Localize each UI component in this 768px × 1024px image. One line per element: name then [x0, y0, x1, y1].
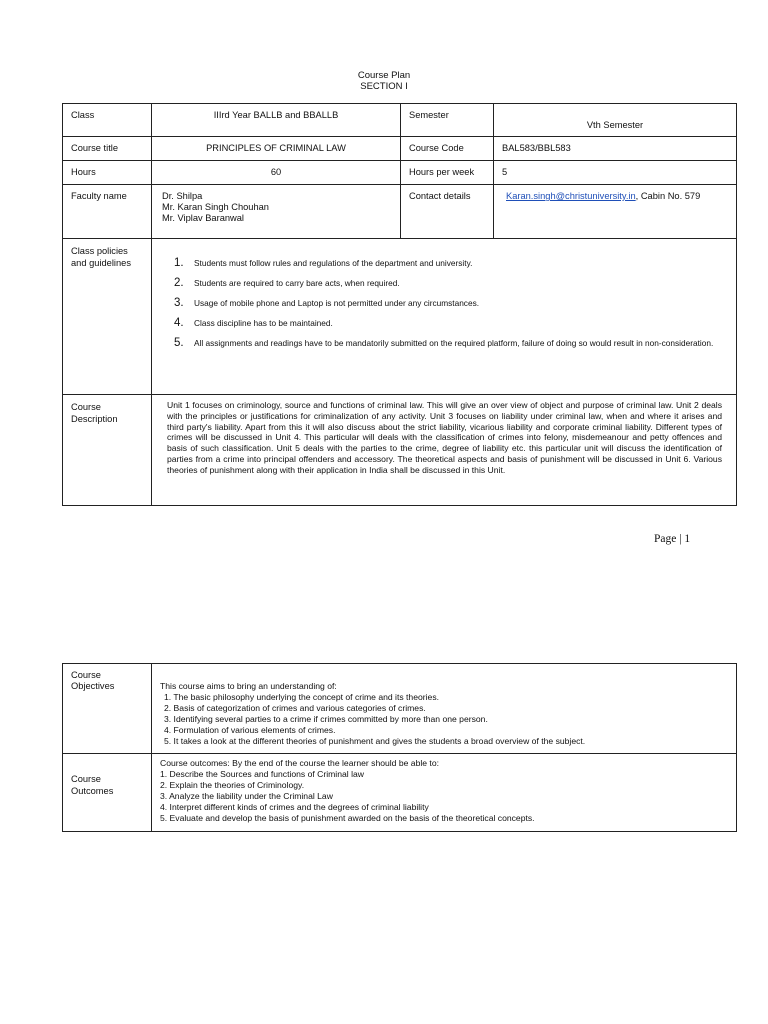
objectives-label: Course Objectives	[63, 664, 152, 754]
outcome-item: 3. Analyze the liability under the Criminal Law	[160, 791, 333, 801]
contact-label: Contact details	[401, 185, 494, 239]
hours-value: 60	[152, 161, 401, 185]
description-label: Course Description	[63, 395, 152, 506]
policy-item: 4. Class discipline has to be maintained.	[174, 317, 333, 329]
course-description: Unit 1 focuses on criminology, source and functions of criminal law. This will give an over view of object and purpose of criminal law. Unit 2 deals with the principles or justifications for criminalization of any activity. Unit 3 focuses on liability under criminal law, when and where it arises and third party's liability. Apart from this it will also discuss about the strict liability, vicarious liability and corporate criminal liability. Different types of crimes will be discussed in Unit 4. This particular will deals with the classification of crimes into felony, misdemeanour and petty offences and basis of such classification. Unit 5 deals with the parties to the crime, degree of liability etc. this particular unit will discuss the identification of parties from a crime into principal offenders and accessory. The theoretical aspects and basis of punishment will be discussed in Unit 6. Various theories of punishment along with their application in India shall be discussed in this Unit.	[152, 395, 737, 506]
objectives-content	[152, 664, 737, 754]
row-faculty	[63, 185, 737, 239]
faculty-name: Mr. Viplav Baranwal	[162, 213, 244, 223]
row-class	[63, 104, 737, 137]
heading-title: Course Plan	[357, 70, 411, 81]
policies-label: Class policies and guidelines	[63, 239, 152, 395]
class-value: IIIrd Year BALLB and BBALLB	[152, 104, 401, 137]
course-objectives-table	[62, 663, 737, 832]
policy-item: 1. Students must follow rules and regulations of the department and university.	[174, 257, 473, 269]
policies-content	[152, 239, 737, 395]
row-hours	[63, 161, 737, 185]
hours-per-week-label: Hours per week	[401, 161, 494, 185]
outcome-item: 4. Interpret different kinds of crimes and the degrees of criminal liability	[160, 802, 429, 812]
row-policies	[63, 239, 737, 395]
row-objectives	[63, 664, 737, 754]
faculty-name: Dr. Shilpa	[162, 191, 203, 201]
row-outcomes	[63, 754, 737, 832]
outcomes-content	[152, 754, 737, 832]
outcome-item: 2. Explain the theories of Criminology.	[160, 780, 305, 790]
semester-label: Semester	[401, 104, 494, 137]
heading-section: SECTION I	[360, 81, 408, 92]
policy-item: 3. Usage of mobile phone and Laptop is not permitted under any circumstances.	[174, 297, 480, 309]
faculty-label: Faculty name	[63, 185, 152, 239]
outcomes-intro: Course outcomes: By the end of the course the learner should be able to:	[160, 758, 439, 768]
objective-item: 3. Identifying several parties to a crime if crimes committed by more than one person.	[164, 714, 488, 724]
row-description	[63, 395, 737, 506]
hours-per-week-value: 5	[494, 161, 737, 185]
objective-item: 2. Basis of categorization of crimes and various categories of crimes.	[164, 703, 426, 713]
objective-item: 4. Formulation of various elements of crimes.	[164, 725, 336, 735]
semester-value: Vth Semester	[494, 104, 737, 137]
row-course-title	[63, 137, 737, 161]
policies-list	[174, 253, 722, 353]
course-title-value: PRINCIPLES OF CRIMINAL LAW	[152, 137, 401, 161]
outcome-item: 5. Evaluate and develop the basis of punishment awarded on the basis of the theoretical concepts.	[160, 813, 535, 823]
objectives-intro: This course aims to bring an understanding of:	[160, 681, 337, 691]
course-code-value: BAL583/BBL583	[494, 137, 737, 161]
objective-item: 1. The basic philosophy underlying the concept of crime and its theories.	[164, 692, 439, 702]
outcome-item: 1. Describe the Sources and functions of Criminal law	[160, 769, 364, 779]
policy-item: 5. All assignments and readings have to be mandatorily submitted on the required platform, failure of doing so would result in non-consideration.	[174, 337, 714, 349]
policy-item: 2. Students are required to carry bare acts, when required.	[174, 277, 400, 289]
contact-email-link[interactable]: Karan.singh@christuniversity.in	[506, 191, 636, 201]
faculty-name: Mr. Karan Singh Chouhan	[162, 202, 269, 212]
contact-value	[494, 185, 737, 239]
course-title-label: Course title	[63, 137, 152, 161]
course-code-label: Course Code	[401, 137, 494, 161]
outcomes-label: Course Outcomes	[63, 754, 152, 832]
document-heading	[0, 70, 768, 92]
hours-label: Hours	[63, 161, 152, 185]
course-plan-table	[62, 103, 737, 506]
objective-item: 5. It takes a look at the different theories of punishment and gives the students a broad overview of the subject.	[164, 736, 586, 746]
page-number: Page | 1	[654, 533, 691, 545]
faculty-names	[152, 185, 401, 239]
contact-cabin: , Cabin No. 579	[635, 191, 701, 201]
class-label: Class	[63, 104, 152, 137]
